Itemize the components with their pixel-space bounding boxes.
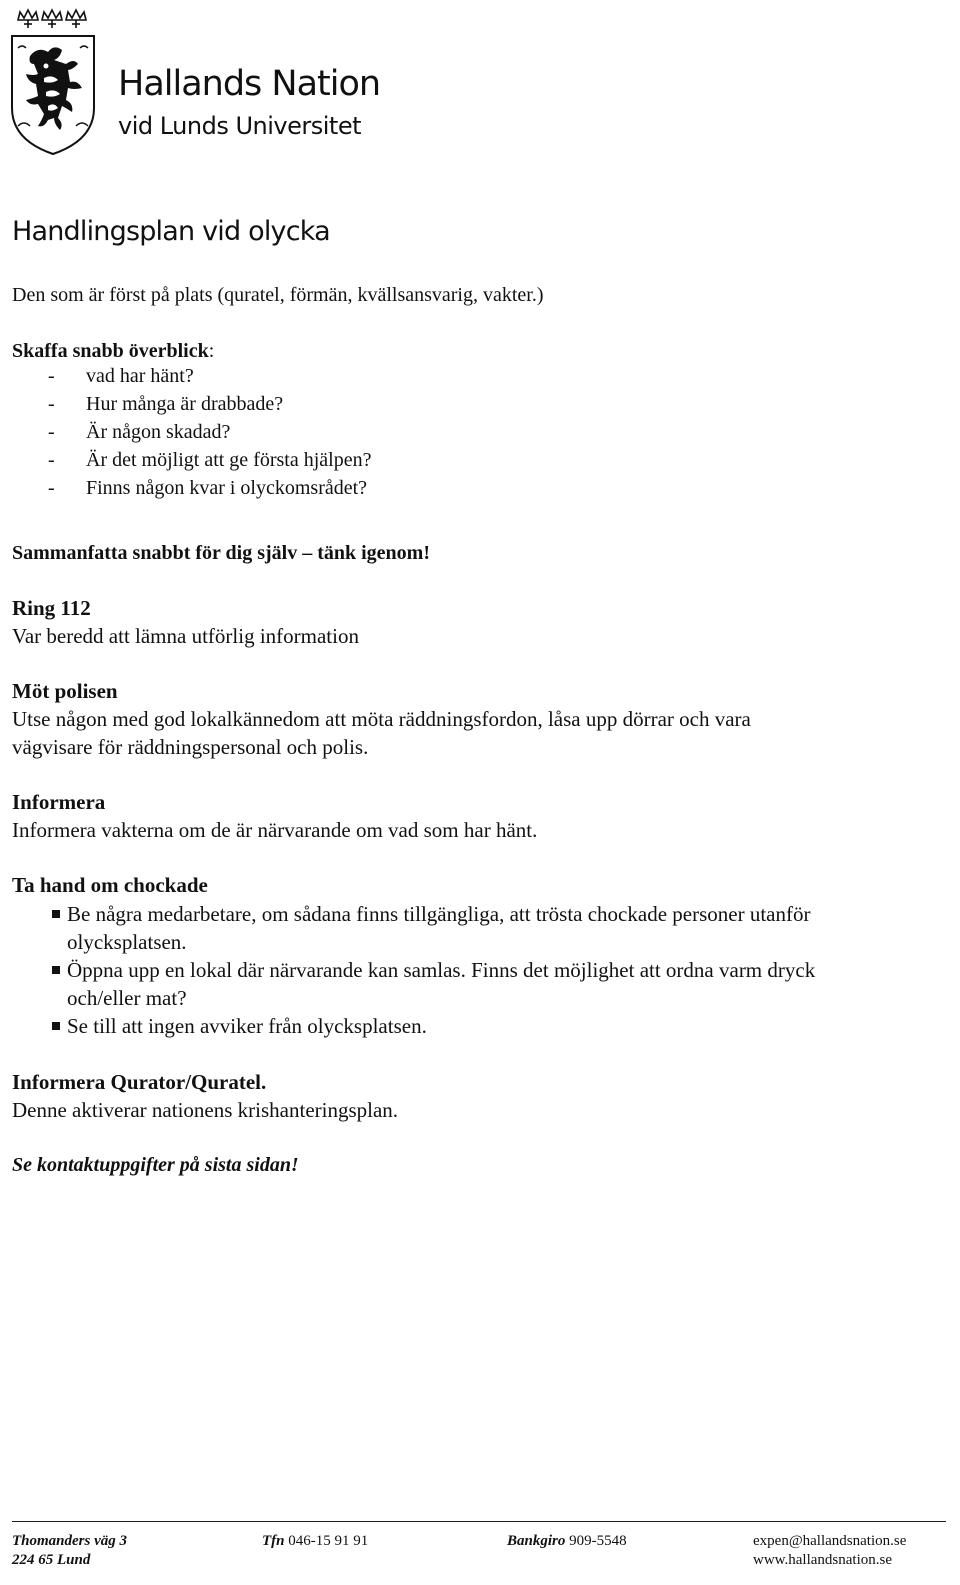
list-item: Är någon skadad? bbox=[86, 421, 231, 443]
nation-crest-logo bbox=[8, 8, 98, 156]
list-item: Be några medarbetare, om sådana finns tillgängliga, att trösta chockade personer utanför bbox=[67, 902, 811, 926]
care-list bbox=[0, 900, 960, 1040]
footer-divider bbox=[12, 1521, 946, 1522]
ring-heading: Ring 112 bbox=[12, 596, 91, 620]
organization-name: Hallands Nation bbox=[118, 64, 381, 104]
footer-address-line-1: Thomanders väg 3 bbox=[12, 1533, 128, 1549]
footer-bankgiro-number: 909-5548 bbox=[569, 1533, 627, 1549]
list-dash: - bbox=[48, 393, 55, 415]
document-title: Handlingsplan vid olycka bbox=[12, 216, 330, 247]
footer-email-link[interactable]: expen@hallandsnation.se bbox=[753, 1533, 907, 1549]
police-text-line-1: Utse någon med god lokalkännedom att möta räddningsfordon, låsa upp dörrar och vara bbox=[12, 707, 751, 731]
list-item: vad har hänt? bbox=[86, 365, 194, 387]
footer-phone bbox=[262, 1532, 368, 1550]
bullet-square-icon bbox=[52, 910, 60, 918]
footer-phone-number: 046-15 91 91 bbox=[288, 1533, 369, 1549]
list-item: Hur många är drabbade? bbox=[86, 393, 284, 415]
care-heading: Ta hand om chockade bbox=[12, 873, 208, 897]
list-dash: - bbox=[48, 421, 55, 443]
list-item: Är det möjligt att ge första hjälpen? bbox=[86, 449, 372, 471]
overview-heading-line bbox=[12, 337, 214, 365]
ring-text: Var beredd att lämna utförlig information bbox=[12, 624, 359, 648]
list-dash: - bbox=[48, 365, 55, 387]
overview-heading: Skaffa snabb överblick bbox=[12, 340, 209, 362]
list-dash: - bbox=[48, 477, 55, 499]
footer-phone-label: Tfn bbox=[262, 1533, 285, 1549]
qurator-text: Denne aktiverar nationens krishanteringsplan. bbox=[12, 1098, 399, 1122]
police-heading: Möt polisen bbox=[12, 679, 118, 703]
bullet-square-icon bbox=[52, 966, 60, 974]
list-item: Öppna upp en lokal där närvarande kan samlas. Finns det möjlighet att ordna varm dryck bbox=[67, 958, 816, 982]
police-text-line-2: vägvisare för räddningspersonal och polis. bbox=[12, 735, 369, 759]
overview-list bbox=[0, 365, 600, 505]
overview-colon: : bbox=[208, 340, 215, 362]
footer-bankgiro-label: Bankgiro bbox=[507, 1533, 566, 1549]
list-item: Se till att ingen avviker från olycksplatsen. bbox=[67, 1014, 427, 1038]
list-item-continuation: och/eller mat? bbox=[67, 986, 187, 1010]
bullet-square-icon bbox=[52, 1022, 60, 1030]
list-dash: - bbox=[48, 449, 55, 471]
qurator-heading: Informera Qurator/Quratel. bbox=[12, 1070, 267, 1094]
list-item-continuation: olycksplatsen. bbox=[67, 930, 187, 954]
intro-text: Den som är först på plats (quratel, förmän, kvällsansvarig, vakter.) bbox=[12, 284, 544, 306]
footer-bankgiro bbox=[507, 1532, 627, 1550]
inform-text: Informera vakterna om de är närvarande om vad som har hänt. bbox=[12, 818, 538, 842]
inform-heading: Informera bbox=[12, 790, 106, 814]
organization-subtitle: vid Lunds Universitet bbox=[118, 112, 362, 140]
footer-address-line-2: 224 65 Lund bbox=[12, 1552, 91, 1568]
footer-website-link[interactable]: www.hallandsnation.se bbox=[753, 1552, 892, 1568]
list-item: Finns någon kvar i olyckomsrådet? bbox=[86, 477, 368, 499]
summary-text: Sammanfatta snabbt för dig själv – tänk igenom! bbox=[12, 542, 430, 564]
contact-note: Se kontaktuppgifter på sista sidan! bbox=[12, 1154, 299, 1176]
